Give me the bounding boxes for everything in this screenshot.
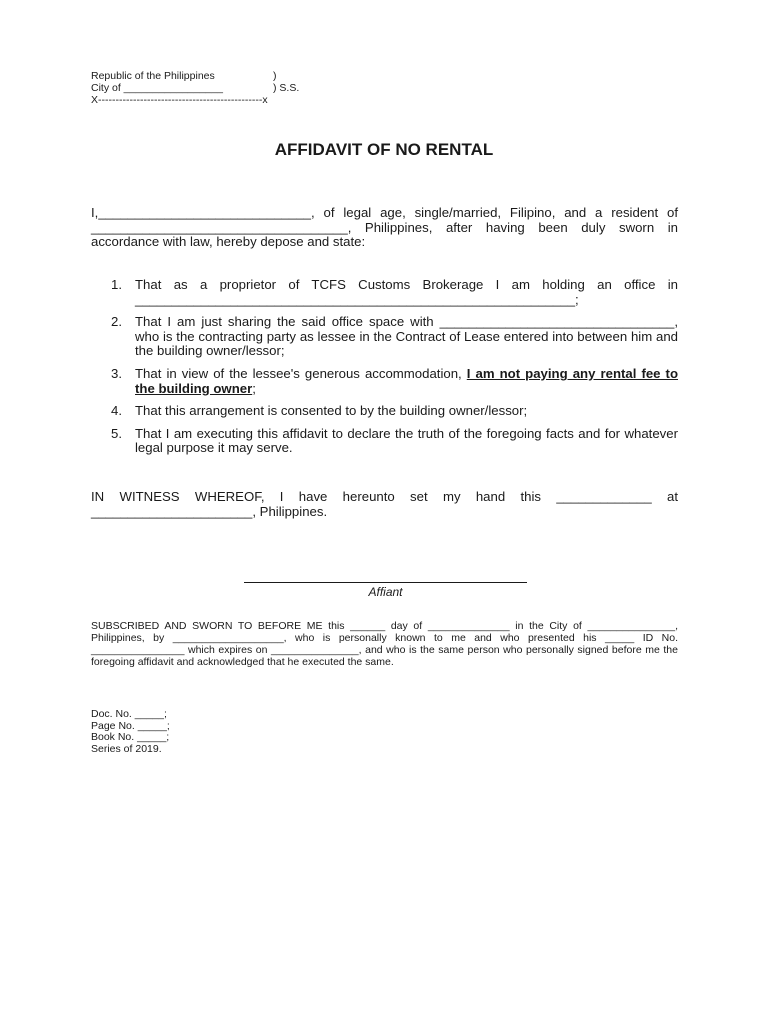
venue-country: Republic of the Philippines: [91, 70, 215, 82]
venue-ss: ) S.S.: [273, 82, 300, 94]
item-text: That I am just sharing the said office space with ________________________________, who is the contracting party as lessee in the Contract of Lease entered into between him and the building owner/lessor;: [135, 314, 678, 359]
doc-number: Doc. No. _____;: [91, 708, 167, 720]
item-emphasis: I am not paying any rental fee to the building owner: [135, 365, 679, 396]
item-number: 5.: [111, 425, 122, 441]
page-number: Page No. _____;: [91, 719, 170, 732]
list-item: [91, 315, 678, 359]
signature-line: [244, 582, 527, 583]
item-number: 2.: [111, 314, 122, 330]
list-item: [91, 404, 678, 419]
witness-paragraph: IN WITNESS WHEREOF, I have hereunto set my hand this _____________ at ______________________, Philippines.: [91, 489, 678, 519]
jurat-paragraph: SUBSCRIBED AND SWORN TO BEFORE ME this ______ day of ______________ in the City of _______________, Philippines, by ___________________, who is personally known to me and who presented his _____ ID No. ________________ which expires on _______________, and who is the same person who personally signed before me the foregoing affidavit and acknowledged that he executed the same.: [91, 620, 678, 668]
item-number: 4.: [111, 403, 122, 419]
venue-city: City of _________________: [91, 82, 223, 94]
item-number: 1.: [111, 277, 122, 292]
venue-separator: X-----------------------------------------------x: [91, 94, 268, 106]
list-item: [91, 278, 678, 307]
affiant-label: Affiant: [368, 585, 403, 599]
list-item: [91, 367, 678, 396]
item-text: That this arrangement is consented to by the building owner/lessor;: [135, 403, 528, 419]
item-text: That as a proprietor of TCFS Customs Brokerage I am holding an office in ____________________________________________________________;: [135, 277, 678, 307]
document-title: AFFIDAVIT OF NO RENTAL: [274, 140, 494, 159]
item-text-end: ;: [252, 380, 256, 396]
notarial-block: [91, 709, 170, 755]
venue-bracket: ): [273, 70, 277, 82]
statement-list: [91, 278, 678, 464]
item-text: That I am executing this affidavit to declare the truth of the foregoing facts and for whatever legal purpose it may serve.: [135, 425, 678, 456]
series-year: Series of 2019.: [91, 742, 162, 755]
item-text: That in view of the lessee's generous accommodation,: [135, 365, 467, 381]
venue-block: [91, 70, 299, 106]
intro-paragraph: I,_____________________________, of legal age, single/married, Filipino, and a resident of ___________________________________, Philippines, after having been duly sworn in accordance with law, hereby depose and state:: [91, 205, 678, 250]
list-item: [91, 427, 678, 456]
book-number: Book No. _____;: [91, 731, 170, 743]
item-number: 3.: [111, 365, 122, 381]
